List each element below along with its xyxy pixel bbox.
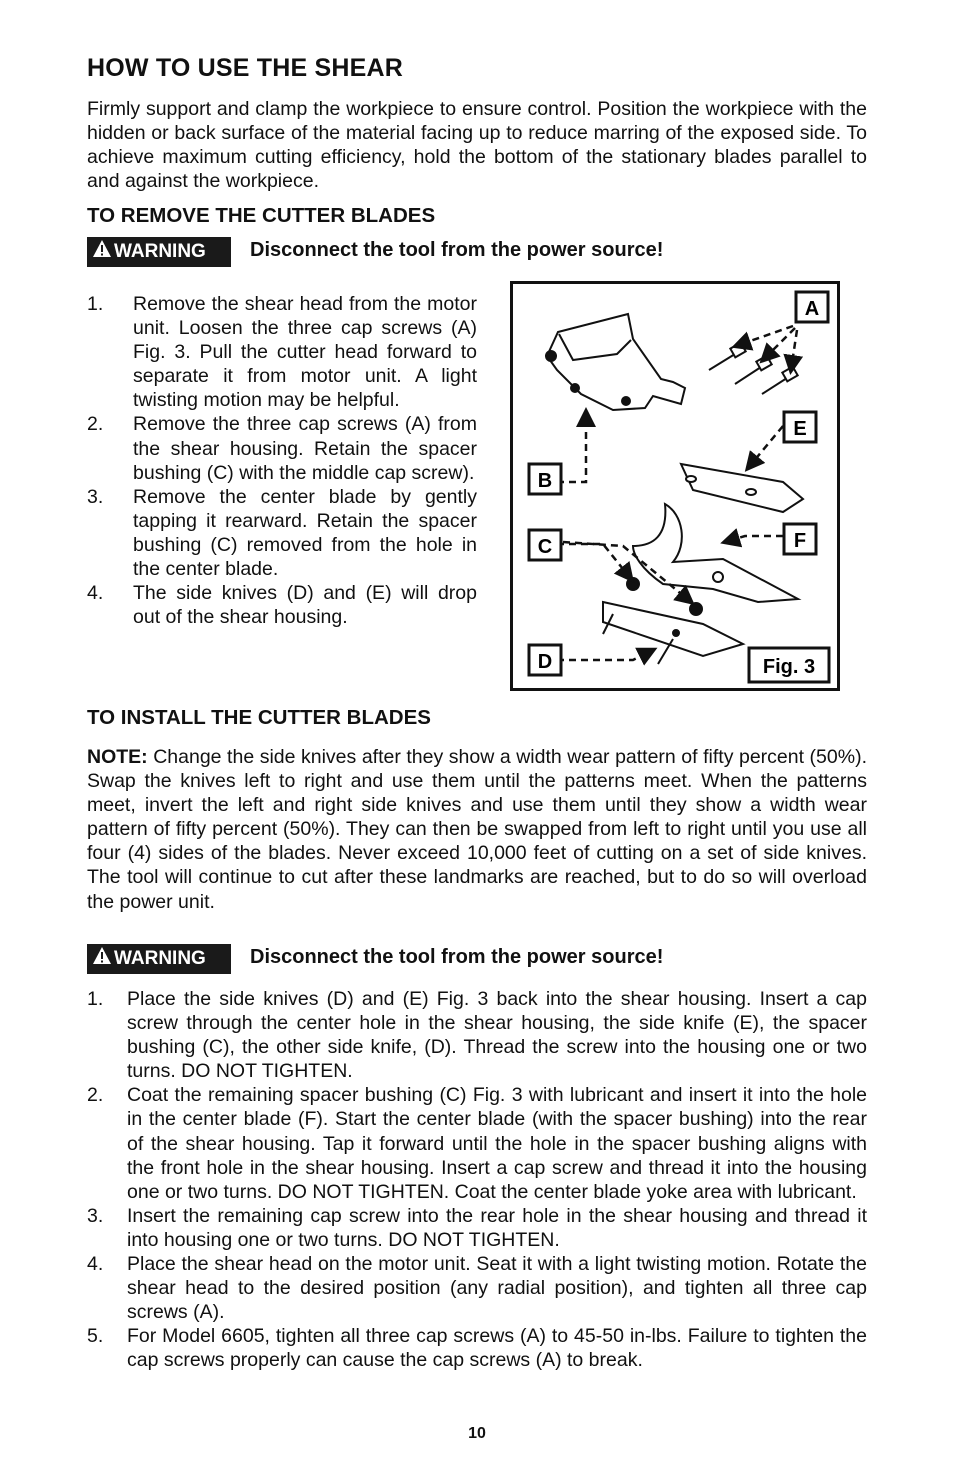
warning-label: WARNING: [114, 241, 206, 262]
remove-heading: TO REMOVE THE CUTTER BLADES: [87, 204, 436, 227]
step-text: Place the side knives (D) and (E) Fig. 3 back into the shear housing. Insert a cap screw through the center hole in the shear housing, the side knife (E), the spacer bushing (C), the other side knife, (D). Thread the screw into the housing one or two turns. DO NOT TIGHTEN.: [127, 988, 867, 1083]
warning-badge: [87, 237, 231, 267]
figure-caption: Fig. 3: [762, 656, 816, 678]
warning-triangle-icon: [93, 944, 113, 974]
list-item: [87, 292, 477, 412]
step-number: 3.: [87, 485, 104, 508]
figure-3: [510, 281, 840, 691]
shear-exploded-diagram: [513, 284, 837, 688]
step-number: 3.: [87, 1204, 104, 1227]
step-text: The side knives (D) and (E) will drop out of the shear housing.: [133, 582, 477, 629]
warning-text: Disconnect the tool from the power source!: [250, 239, 664, 261]
step-text: For Model 6605, tighten all three cap screws (A) to 45-50 in-lbs. Failure to tighten the cap screws properly can cause the cap screws (A) to break.: [127, 1325, 867, 1372]
center-blade-f: [633, 504, 798, 602]
label-a: A: [804, 298, 820, 320]
warning-badge: [87, 944, 231, 974]
warning-text: Disconnect the tool from the power source!: [250, 946, 664, 968]
list-item: [87, 581, 477, 629]
page-title: HOW TO USE THE SHEAR: [87, 54, 404, 82]
step-number: 5.: [87, 1325, 104, 1348]
step-number: 4.: [87, 582, 104, 605]
remove-warning: [87, 237, 867, 267]
step-text: Remove the center blade by gently tapping it rearward. Retain the spacer bushing (C) removed from the hole in the center blade.: [133, 485, 477, 581]
list-item: [87, 1324, 867, 1372]
list-item: [87, 485, 477, 581]
list-item: [87, 1204, 867, 1252]
label-c: C: [537, 536, 553, 558]
step-number: 2.: [87, 1084, 104, 1107]
intro-paragraph: Firmly support and clamp the workpiece to ensure control. Position the workpiece with the hidden or back surface of the material facing up to reduce marring of the exposed side. To achieve maximum cutting efficiency, hold the bottom of the stationary blades parallel to and against the workpiece.: [87, 98, 867, 193]
cap-screws: [709, 343, 798, 394]
step-number: 2.: [87, 413, 104, 436]
remove-steps-list: [87, 292, 477, 629]
step-number: 4.: [87, 1253, 104, 1276]
label-f: F: [793, 530, 807, 552]
step-text: Remove the shear head from the motor unit. Loosen the three cap screws (A) Fig. 3. Pull the cutter head forward to separate it from motor unit. A light twisting motion may be helpful.: [133, 293, 477, 412]
side-knife-e: [681, 464, 803, 512]
step-text: Remove the three cap screws (A) from the shear housing. Retain the spacer bushing (C) with the middle cap screw).: [133, 413, 477, 484]
step-text: Coat the remaining spacer bushing (C) Fig. 3 with lubricant and insert it into the hole in the center blade (F). Start the center blade (with the spacer bushing) into the rear of the shear housing. Tap it forward until the hole in the spacer bushing aligns with the front hole in the shear housing. Insert a cap screw and thread it into the housing one or two turns. DO NOT TIGHTEN. Coat the center blade yoke area with lubricant.: [127, 1084, 867, 1203]
step-number: 1.: [87, 988, 104, 1010]
page-number: 10: [468, 1425, 486, 1442]
list-item: [87, 412, 477, 484]
label-b: B: [537, 470, 553, 492]
install-steps-list: [87, 987, 867, 1373]
side-knife-d: [603, 602, 743, 656]
warning-label: WARNING: [114, 948, 206, 969]
step-text: Place the shear head on the motor unit. Seat it with a light twisting motion. Rotate the shear head to the desired position (any radial position), and tighten all three cap screws (A).: [127, 1253, 867, 1324]
list-item: [87, 1083, 867, 1203]
list-item: [87, 1252, 867, 1324]
list-item: [87, 987, 867, 1083]
shear-housing: [547, 314, 685, 410]
step-number: 1.: [87, 293, 104, 315]
install-warning: [87, 944, 867, 974]
label-e: E: [793, 418, 807, 440]
note-paragraph: [87, 745, 867, 914]
warning-triangle-icon: [93, 237, 113, 267]
label-d: D: [537, 651, 553, 673]
note-label: NOTE:: [87, 746, 148, 768]
note-text: Change the side knives after they show a width wear pattern of fifty percent (50%). Swap the knives left to right and use them until the patterns meet. When the patterns meet, invert the left and right side knives and use them until they show a width wear pattern of fifty percent (50%). They can then be swapped from left to right until you use all four (4) sides of the blades. Never exceed 10,000 feet of cutting on a set of side knives. The tool will continue to cut after these landmarks are reached, but to do so will overload the power unit.: [87, 746, 867, 913]
install-heading: TO INSTALL THE CUTTER BLADES: [87, 706, 431, 729]
step-text: Insert the remaining cap screw into the rear hole in the shear housing and thread it into housing one or two turns. DO NOT TIGHTEN.: [127, 1204, 867, 1251]
